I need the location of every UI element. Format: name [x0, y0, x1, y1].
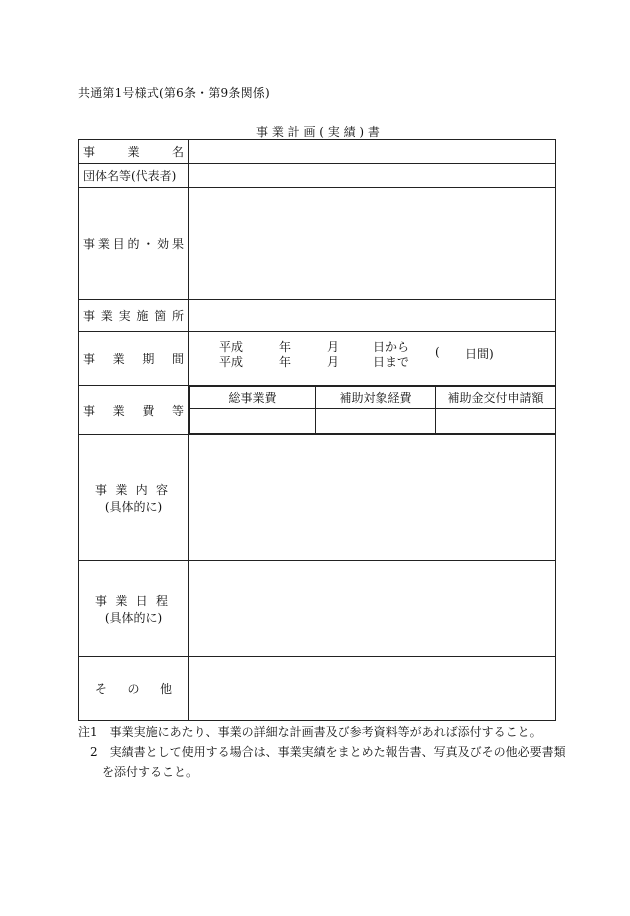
note-2-cont: を添付すること。: [78, 765, 199, 779]
label-other: そ の 他: [79, 657, 189, 721]
label-organization: 団体名等(代表者): [79, 164, 189, 188]
field-other[interactable]: [189, 657, 556, 721]
header-eligible-cost: 補助対象経費: [316, 387, 436, 409]
field-eligible-cost[interactable]: [316, 409, 436, 434]
row-location: [79, 300, 556, 332]
field-project-name[interactable]: [189, 140, 556, 164]
row-content: [79, 435, 556, 561]
label-schedule: 事 業 日 程 (具体的に): [79, 561, 189, 657]
label-project-name: 事 業 名: [79, 140, 189, 164]
field-schedule[interactable]: [189, 561, 556, 657]
row-project-name: [79, 140, 556, 164]
field-total-cost[interactable]: [190, 409, 316, 434]
costs-cell: [189, 386, 556, 435]
row-other: [79, 657, 556, 721]
row-purpose: [79, 188, 556, 300]
field-requested-amount[interactable]: [436, 409, 556, 434]
row-costs: [79, 386, 556, 435]
header-total-cost: 総事業費: [190, 387, 316, 409]
row-organization: [79, 164, 556, 188]
note-1: 注1 事業実施にあたり、事業の詳細な計画書及び参考資料等があれば添付すること。: [78, 725, 542, 739]
row-period: [79, 332, 556, 386]
row-schedule: [79, 561, 556, 657]
note-2: 2 実績書として使用する場合は、事業実績をまとめた報告書、写真及びその他必要書類: [78, 745, 566, 759]
plan-form-table: [78, 139, 556, 721]
field-period[interactable]: 平成 年 月 日から 平成 年 月 日まで ( 日間): [189, 332, 556, 386]
label-purpose: 事 業 目 的 ・ 効 果: [79, 188, 189, 300]
label-content: 事 業 内 容 (具体的に): [79, 435, 189, 561]
header-requested-amount: 補助金交付申請額: [436, 387, 556, 409]
field-organization[interactable]: [189, 164, 556, 188]
field-location[interactable]: [189, 300, 556, 332]
form-reference: 共通第1号様式(第6条・第9条関係): [78, 86, 270, 100]
field-content[interactable]: [189, 435, 556, 561]
field-purpose[interactable]: [189, 188, 556, 300]
document-title: 事 業 計 画 ( 実 績 ) 書: [256, 125, 380, 139]
label-location: 事 業 実 施 箇 所: [79, 300, 189, 332]
label-period: 事 業 期 間: [79, 332, 189, 386]
label-costs: 事 業 費 等: [79, 386, 189, 435]
costs-subtable: [189, 386, 555, 434]
notes: [78, 722, 566, 782]
